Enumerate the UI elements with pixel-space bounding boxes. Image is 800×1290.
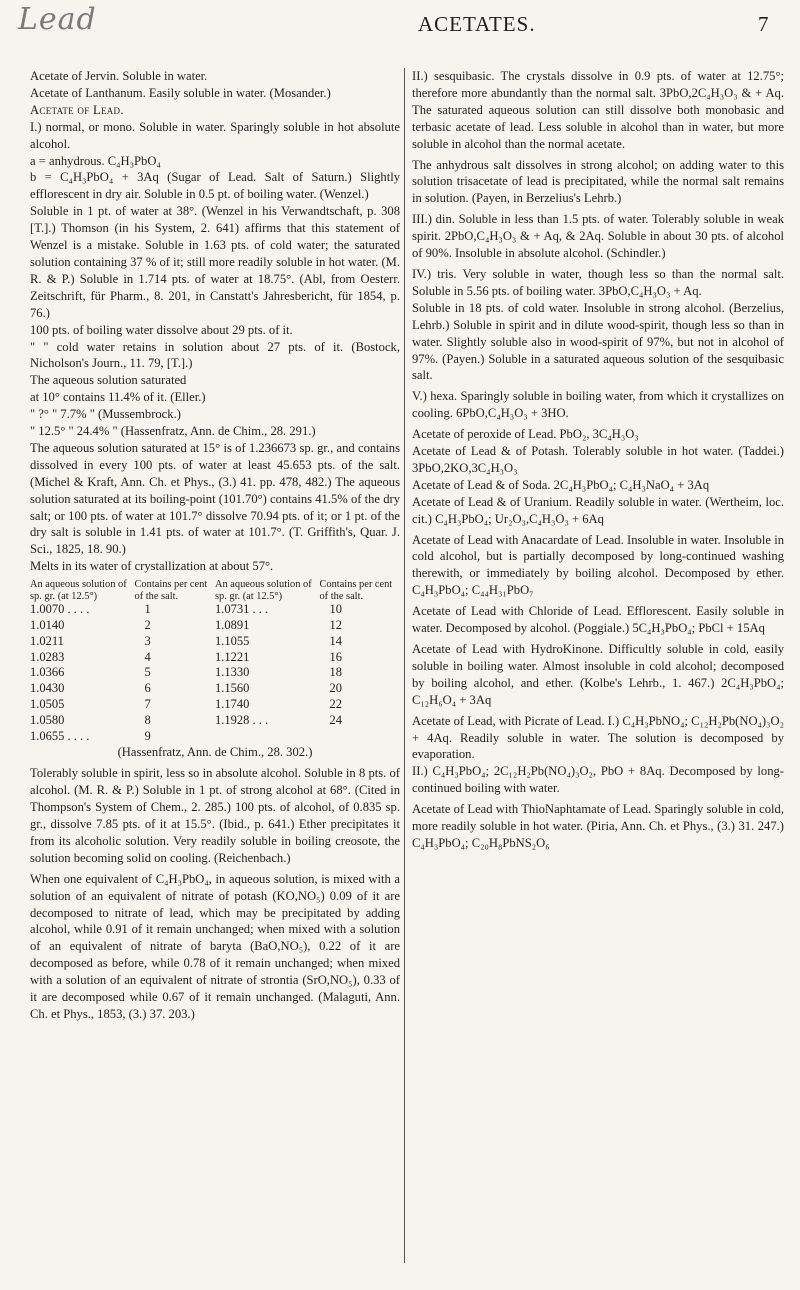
- entry-lead-thionaphtamate: Acetate of Lead with ThioNaphtamate of Lead. Sparingly soluble in cold, more readily soluble in hot water. (Piria, Ann. Ch. et Phys., (3.) 31. 247.) C₄H₃PbO₄; C₂₀H₈PbNS₂O₆: [412, 802, 784, 850]
- lead-solubility-paragraph: Soluble in 1 pt. of water at 38°. (Wenzel in his Verwandtschaft, p. 308 [T.].) Thomson (in his System, 2. 641) affirms that this statement of Wenzel is a mistake. Soluble in 1.63 pts. of cold water; the saturated solution containing 37 % of it; still more readily soluble in hot water. (M. R. & P.) Soluble in 1.714 pts. of water at 18.75°. (Abl, from Oesterr. Zeitschrift, für Pharm., 8. 201, in Canstatt's Jahresbericht, für 1854, p. 76.): [30, 204, 400, 320]
- right-column: [412, 68, 784, 852]
- lead-tris: IV.) tris. Very soluble in water, though less so than the normal salt. Soluble in 5.56 pts. of boiling water. 3PbO,C₄H₃O₃ + Aq.: [412, 266, 784, 298]
- page-number: 7: [758, 12, 769, 36]
- entry-peroxide-of-lead: Acetate of peroxide of Lead. PbO₂, 3C₄H₃O₃: [412, 427, 639, 442]
- table-row: [30, 665, 400, 681]
- table-header: An aqueous solution of sp. gr. (at 12.5°): [30, 579, 127, 602]
- column-divider: [404, 68, 405, 1263]
- table-cell: [319, 729, 400, 745]
- table-cell: 1.0505: [30, 696, 65, 711]
- lead-normal: I.) normal, or mono. Soluble in water. Sparingly soluble in hot absolute alcohol.: [30, 119, 400, 151]
- entry-lead-picrate: Acetate of Lead, with Picrate of Lead. I.) C₄H₃PbNO₄; C₁₂H₂Pb(NO₄)₃O₂ + 4Aq. Readily soluble in water. The solution is decomposed by evaporation.: [412, 713, 784, 762]
- table-cell: 1.0731 . . .: [214, 602, 269, 617]
- table-cell: 1.1740: [214, 696, 250, 711]
- entry-lead-potash: Acetate of Lead & of Potash. Tolerably soluble in hot water. (Taddei.) 3PbO,2KO,3C₄H₃O₃: [412, 444, 784, 475]
- picrate-second-salt: II.) C₄H₃PbO₄; 2C₁₂H₂Pb(NO₄)₃O₂, PbO + 8Aq. Decomposed by long-continued boiling with water.: [412, 764, 784, 796]
- table-cell: 1.1221: [214, 649, 250, 664]
- table-cell: 1.0430: [30, 681, 65, 696]
- table-cell: 14: [329, 633, 342, 648]
- lead-boiling-water: 100 pts. of boiling water dissolve about 29 pts. of it.: [30, 322, 293, 337]
- entry-lead-uranium: Acetate of Lead & of Uranium. Readily soluble in water. (Wertheim, loc. cit.) C₄H₃PbO₄; Ur₂O₃,C₄H₃O₃ + 6Aq: [412, 494, 784, 526]
- table-cell: 22: [329, 696, 342, 711]
- table-cell: 1.1560: [214, 681, 250, 696]
- table-cell: 4: [144, 649, 151, 664]
- table-row: [30, 634, 400, 650]
- table-cell: 1.1055: [214, 633, 250, 648]
- saturated-at-15: The aqueous solution saturated at 15° is of 1.236673 sp. gr., and contains dissolved in every 100 pts. of water at least 45.653 pts. of the salt. (Michel & Kraft, Ann. Ch. et Phys., (3.) 41. pp. 478, 482.) The aqueous solution saturated at its boiling-point (101.70°) contains 41.5% of the dry salt; or 100 pts. of water at 101.7° dissolve 70.94 pts. of it; or 1 pt. of the dry salt is soluble in 1.41 pts. of water at 101.7°. (T. Griffith's, Quar. J. Sci., 1825, 18. 90.): [30, 440, 400, 557]
- table-cell: 5: [144, 665, 151, 680]
- alcohol-solubility: Tolerably soluble in spirit, less so in absolute alcohol. Soluble in 8 pts. of alcohol. (M. R. & P.) Soluble in 1 pt. of strong alcohol at 68°. (Cited in Thompson's System of Chem., 2. 285.) 100 pts. of alcohol, of 0.835 sp. gr., dissolve 7.85 pts. of it at 15.5°. (Ibid., p. 641.) Ether precipitates it from its alcoholic solution. Very readily soluble in boiling creosote, the solution becoming solid on cooling. (Reichenbach.): [30, 766, 400, 865]
- table-header: Contains per cent of the salt.: [319, 579, 393, 602]
- table-cell: 1.0211: [30, 633, 64, 648]
- table-cell: 12: [329, 617, 342, 632]
- handwritten-annotation: Lead: [18, 2, 97, 37]
- table-cell: 2: [144, 617, 151, 632]
- table-row: [30, 681, 400, 697]
- table-cell: 1.0580: [30, 712, 65, 727]
- table-cell: 8: [144, 712, 151, 727]
- nitrate-decomposition: When one equivalent of C₄H₃PbO₄, in aqueous solution, is mixed with a solution of an equivalent of nitrate of potash (KO,NO₅) 0.09 of it are decomposed to nitrate of lead, which may be precipitated by adding alcohol, while 0.91 of it remain unchanged; when mixed with a solution of an equivalent of nitrate of baryta (BaO,NO₅), 0.22 of it are decomposed as before, while 0.78 of it remain unchanged; when mixed with a solution of an equivalent of nitrate of strontia (SrO,NO₅), 0.33 of it are decomposed while 0.67 of it remain unchanged. (Malaguti, Ann. Ch. et Phys., 1853, (3.) 37. 203.): [30, 871, 400, 1021]
- table-cell: 1.1330: [214, 665, 250, 680]
- table-row: [30, 650, 400, 666]
- table-cell: 24: [329, 712, 342, 727]
- table-cell: [215, 729, 320, 745]
- saturated-mussembrock: " ?° " 7.7% " (Mussembrock.): [30, 407, 181, 422]
- table-cell: 1.1928 . . .: [214, 712, 269, 727]
- anhydrous-salt-note: The anhydrous salt dissolves in strong alcohol; on adding water to this solution trisacetate of lead is precipitated, while the normal salt remains in solution. (Payen, in Berzelius's Lehrb.): [412, 157, 784, 206]
- entry-lead-chloride: Acetate of Lead with Chloride of Lead. Efflorescent. Easily soluble in water. Decomposed by alcohol. (Poggiale.) 5C₄H₃PbO₄; PbCl + 15Aq: [412, 604, 784, 636]
- table-cell: 1.0655 . . . .: [30, 728, 90, 743]
- lead-din: III.) din. Soluble in less than 1.5 pts. of water. Tolerably soluble in weak spirit. 2PbO,C₄H₃O₃ & + Aq, & 2Aq. Soluble in about 30 pts. of alcohol of 90%. Insoluble in absolute alcohol. (Schindler.): [412, 212, 784, 261]
- saturated-intro: The aqueous solution saturated: [30, 373, 187, 388]
- entry-jervin: Acetate of Jervin. Soluble in water.: [30, 69, 208, 83]
- page-title: ACETATES.: [418, 12, 536, 36]
- lead-sugar-of-lead: b = C₄H₃PbO₄ + 3Aq (Sugar of Lead. Salt of Saturn.) Slightly efflorescent in dry air. Soluble in 0.5 pt. of boiling water. (Wenzel.): [30, 170, 400, 202]
- entry-lead-soda: Acetate of Lead & of Soda. 2C₄H₃PbO₄; C₄H₃NaO₄ + 3Aq: [412, 477, 710, 492]
- table-cell: 16: [329, 649, 342, 664]
- melting-note: Melts in its water of crystallization at about 57°.: [30, 559, 274, 574]
- entry-lanthanum: Acetate of Lanthanum. Easily soluble in water. (Mosander.): [30, 85, 331, 100]
- table-row: [30, 729, 400, 745]
- table-cell: 1.0891: [214, 617, 250, 632]
- lead-hexa: V.) hexa. Sparingly soluble in boiling water, from which it crystallizes on cooling. 6PbO,C₄H₃O₃ + 3HO.: [412, 389, 784, 421]
- table-cell: 20: [329, 681, 342, 696]
- entry-lead-heading: Acetate of Lead.: [30, 102, 124, 117]
- table-cell: 1.0140: [30, 617, 65, 632]
- table-row: [30, 602, 400, 618]
- table-header: Contains per cent of the salt.: [134, 579, 208, 602]
- left-column: [30, 68, 400, 1023]
- table-header: An aqueous solution of sp. gr. (at 12.5°): [214, 579, 312, 602]
- table-cell: 7: [144, 696, 151, 711]
- table-cell: 18: [329, 665, 342, 680]
- lead-anhydrous: a = anhydrous. C₄H₃PbO₄: [30, 153, 161, 168]
- entry-lead-hydrokinone: Acetate of Lead with HydroKinone. Difficultly soluble in cold, easily soluble in boiling water. Almost insoluble in cold alcohol; decomposed by boiling alcohol, and ether. (Kolbe's Lehrb., 1. 467.) 2C₄H₃PbO₄; C₁₂H₆O₄ + 3Aq: [412, 642, 784, 707]
- table-row: [30, 618, 400, 634]
- table-cell: 1: [144, 602, 151, 617]
- running-header: [0, 12, 800, 42]
- lead-cold-water: " " cold water retains in solution about 27 pts. of it. (Bostock, Nicholson's Journ., 11. 79, [T.].): [30, 339, 400, 371]
- table-row: [30, 713, 400, 729]
- lead-sesquibasic: II.) sesquibasic. The crystals dissolve in 0.9 pts. of water at 12.75°; therefore more abundantly than the normal salt. 3PbO,2C₄H₃O₃ & + Aq. The saturated aqueous solution can still dissolve both monobasic and terbasic acetate of lead. Less soluble in alcohol than in water, but more soluble in alcohol than the normal acetate.: [412, 69, 784, 151]
- specific-gravity-table: [30, 579, 400, 744]
- table-citation: (Hassenfratz, Ann. de Chim., 28. 302.): [117, 745, 313, 760]
- table-cell: 3: [144, 633, 151, 648]
- entry-lead-anacardate: Acetate of Lead with Anacardate of Lead. Insoluble in water. Insoluble in cold alcohol, but is partially decomposed by long-continued washing therewith, or immediately by boiling alcohol. Decomposed by ether. C₄H₃PbO₄; C₄₄H₃₁PbO₇: [412, 532, 784, 598]
- table-cell: 10: [329, 602, 342, 617]
- table-row: [30, 697, 400, 713]
- table-cell: 1.0366: [30, 665, 65, 680]
- table-cell: 1.0283: [30, 649, 65, 664]
- table-cell: 1.0070 . . . .: [30, 602, 90, 617]
- saturated-hassenfratz: " 12.5° " 24.4% " (Hassenfratz, Ann. de Chim., 28. 291.): [30, 424, 316, 439]
- table-cell: 6: [144, 681, 151, 696]
- table-cell: 9: [144, 728, 151, 743]
- tris-solubility: Soluble in 18 pts. of cold water. Insoluble in strong alcohol. (Berzelius, Lehrb.) Soluble in spirit and in dilute wood-spirit, though less so than in water. Slightly soluble also in wood-spirit of 97%, but not in alcohol of 97%. (Payen.) Soluble in a saturated aqueous solution of the sesquibasic salt.: [412, 300, 784, 383]
- saturated-eller: at 10° contains 11.4% of it. (Eller.): [30, 390, 206, 405]
